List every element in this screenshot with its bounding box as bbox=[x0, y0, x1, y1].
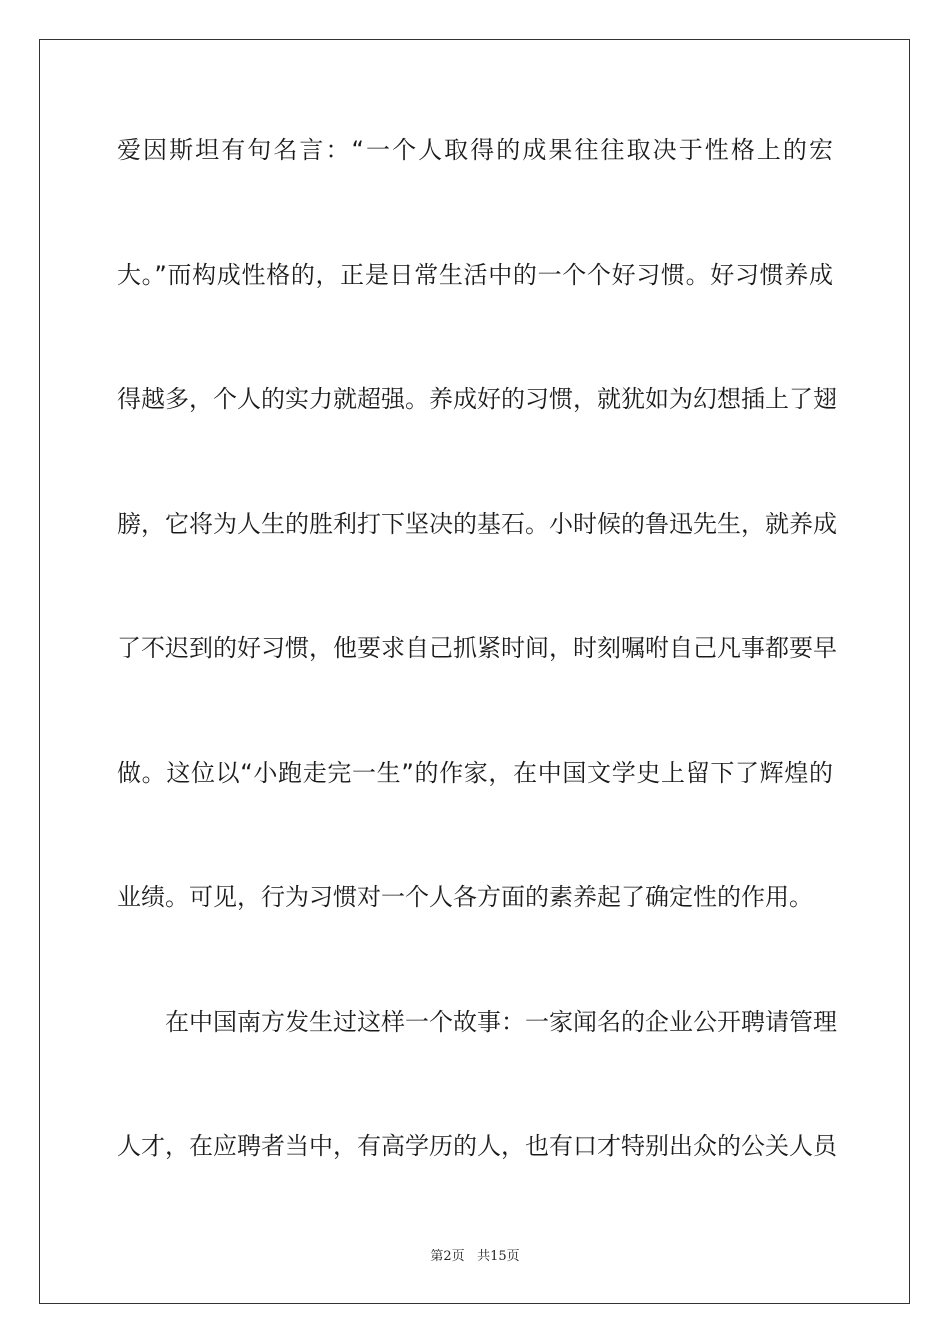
body-text-line: 业绩。可见，行为习惯对一个人各方面的素养起了确定性的作用。 bbox=[117, 883, 813, 911]
body-text-line: 在中国南方发生过这样一个故事：一家闻名的企业公开聘请管理 bbox=[165, 1008, 837, 1036]
body-text-line: 大。”而构成性格的，正是日常生活中的一个个好习惯。好习惯养成 bbox=[117, 261, 833, 289]
body-text-line: 爱因斯坦有句名言：“一个人取得的成果往往取决于性格上的宏 bbox=[117, 136, 833, 164]
body-text-line: 了不迟到的好习惯，他要求自己抓紧时间，时刻嘱咐自己凡事都要早 bbox=[117, 634, 837, 662]
body-text-line: 做。这位以“小跑走完一生”的作家，在中国文学史上留下了辉煌的 bbox=[117, 759, 833, 787]
body-text-line: 膀，它将为人生的胜利打下坚决的基石。小时候的鲁迅先生，就养成 bbox=[117, 510, 837, 538]
page-footer bbox=[0, 1248, 950, 1266]
page-border bbox=[39, 39, 910, 1304]
page-number: 第2页 bbox=[430, 1249, 465, 1264]
body-text-line: 人才，在应聘者当中，有高学历的人，也有口才特别出众的公关人员 bbox=[117, 1132, 837, 1160]
page-total: 共15页 bbox=[477, 1249, 520, 1264]
body-text-line: 得越多，个人的实力就超强。养成好的习惯，就犹如为幻想插上了翅 bbox=[117, 385, 837, 413]
